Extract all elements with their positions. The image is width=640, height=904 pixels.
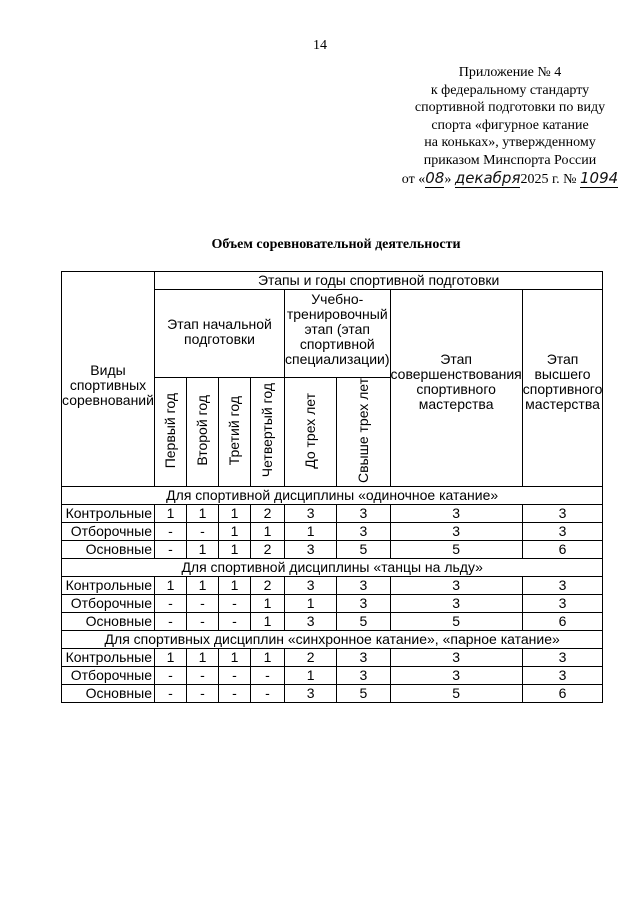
header-year-2: Второй год	[187, 378, 219, 487]
cell: -	[219, 685, 251, 703]
page-number: 14	[313, 38, 327, 53]
cell: 5	[390, 613, 522, 631]
appendix-line: спорта «фигурное катание	[431, 117, 589, 133]
competition-volume-table	[61, 271, 603, 703]
cell: 1	[155, 505, 187, 523]
cell: 3	[522, 523, 603, 541]
table-row	[62, 667, 603, 685]
row-name: Отборочные	[62, 523, 155, 541]
section-title: Для спортивной дисциплины «танцы на льду»	[62, 559, 603, 577]
cell: 3	[285, 541, 337, 559]
order-year-text: 2025 г. №	[520, 171, 577, 187]
cell: -	[251, 685, 285, 703]
cell: 6	[522, 613, 603, 631]
cell: 2	[251, 577, 285, 595]
row-name: Контрольные	[62, 649, 155, 667]
cell: -	[219, 595, 251, 613]
table-row	[62, 577, 603, 595]
cell: -	[155, 595, 187, 613]
cell: -	[155, 523, 187, 541]
header-kinds: Виды спортивных соревнований	[62, 272, 155, 487]
cell: -	[155, 685, 187, 703]
row-name: Основные	[62, 541, 155, 559]
cell: 1	[219, 505, 251, 523]
cell: -	[187, 595, 219, 613]
table-row	[62, 613, 603, 631]
header-year-1: Первый год	[155, 378, 187, 487]
cell: 1	[219, 541, 251, 559]
cell: 3	[337, 649, 390, 667]
cell: 1	[285, 595, 337, 613]
cell: 1	[251, 523, 285, 541]
cell: -	[155, 613, 187, 631]
cell: 2	[285, 649, 337, 667]
section-title: Для спортивных дисциплин «синхронное катание», «парное катание»	[62, 631, 603, 649]
cell: 3	[337, 505, 390, 523]
row-name: Отборочные	[62, 667, 155, 685]
cell: 3	[337, 595, 390, 613]
cell: 5	[390, 685, 522, 703]
header-year-4: Четвертый год	[251, 378, 285, 487]
cell: -	[155, 541, 187, 559]
appendix-line: приказом Минспорта России	[423, 152, 597, 168]
table-row	[62, 595, 603, 613]
cell: 6	[522, 541, 603, 559]
cell: 5	[337, 685, 390, 703]
order-date-line	[360, 170, 640, 189]
cell: 1	[251, 613, 285, 631]
cell: -	[219, 613, 251, 631]
row-name: Контрольные	[62, 505, 155, 523]
cell: 3	[337, 577, 390, 595]
cell: 3	[390, 505, 522, 523]
cell: 1	[155, 649, 187, 667]
cell: 2	[251, 541, 285, 559]
section-title: Для спортивной дисциплины «одиночное катание»	[62, 487, 603, 505]
cell: 3	[390, 595, 522, 613]
header-stage-initial: Этап начальной подготовки	[155, 290, 285, 378]
table-row	[62, 505, 603, 523]
cell: 1	[251, 649, 285, 667]
cell: 3	[285, 505, 337, 523]
cell: 1	[285, 523, 337, 541]
table-row	[62, 523, 603, 541]
appendix-line: Приложение № 4	[458, 65, 562, 80]
cell: -	[187, 613, 219, 631]
row-name: Основные	[62, 685, 155, 703]
cell: 1	[187, 505, 219, 523]
cell: 1	[219, 523, 251, 541]
cell: -	[187, 667, 219, 685]
cell: 2	[251, 505, 285, 523]
cell: 5	[337, 613, 390, 631]
cell: 1	[251, 595, 285, 613]
order-month: декабря	[454, 168, 521, 187]
cell: -	[219, 667, 251, 685]
cell: 3	[390, 667, 522, 685]
cell: 5	[337, 541, 390, 559]
cell: -	[187, 685, 219, 703]
cell: 3	[337, 523, 390, 541]
row-name: Основные	[62, 613, 155, 631]
appendix-line: на коньках», утвержденному	[424, 135, 596, 151]
appendix-line: спортивной подготовки по виду	[414, 100, 606, 116]
table-row	[62, 541, 603, 559]
header-stage-training: Учебно-тренировочный этап (этап спортивной специализации)	[285, 290, 391, 378]
row-name: Отборочные	[62, 595, 155, 613]
header-upto-3: До трех лет	[285, 378, 337, 487]
cell: 3	[390, 577, 522, 595]
cell: 3	[522, 577, 603, 595]
cell: 1	[219, 649, 251, 667]
header-year-3: Третий год	[219, 378, 251, 487]
cell: 3	[522, 595, 603, 613]
cell: 1	[187, 577, 219, 595]
header-over-3: Свыше трех лет	[337, 378, 390, 487]
cell: 3	[522, 505, 603, 523]
order-day: 08	[425, 168, 445, 187]
cell: 3	[522, 667, 603, 685]
cell: -	[251, 667, 285, 685]
cell: 3	[337, 667, 390, 685]
appendix-block	[360, 64, 640, 188]
date-mid: »	[444, 171, 452, 187]
cell: 1	[285, 667, 337, 685]
cell: 5	[390, 541, 522, 559]
header-stage-improvement: Этап совершенствования спортивного мастерства	[390, 290, 522, 487]
cell: 3	[390, 649, 522, 667]
cell: 3	[522, 649, 603, 667]
cell: 1	[155, 577, 187, 595]
date-prefix: от «	[401, 171, 426, 187]
cell: 3	[390, 523, 522, 541]
header-stages: Этапы и годы спортивной подготовки	[155, 272, 603, 290]
cell: 3	[285, 577, 337, 595]
cell: -	[155, 667, 187, 685]
table-row	[62, 685, 603, 703]
cell: 6	[522, 685, 603, 703]
header-stage-higher: Этап высшего спортивного мастерства	[522, 290, 603, 487]
cell: 1	[187, 541, 219, 559]
row-name: Контрольные	[62, 577, 155, 595]
cell: -	[187, 523, 219, 541]
cell: 1	[187, 649, 219, 667]
document-title: Объем соревновательной деятельности	[211, 237, 461, 252]
cell: 1	[219, 577, 251, 595]
cell: 3	[285, 613, 337, 631]
appendix-line: к федеральному стандарту	[430, 82, 590, 98]
order-number: 1094	[580, 168, 619, 187]
table-row	[62, 649, 603, 667]
cell: 3	[285, 685, 337, 703]
